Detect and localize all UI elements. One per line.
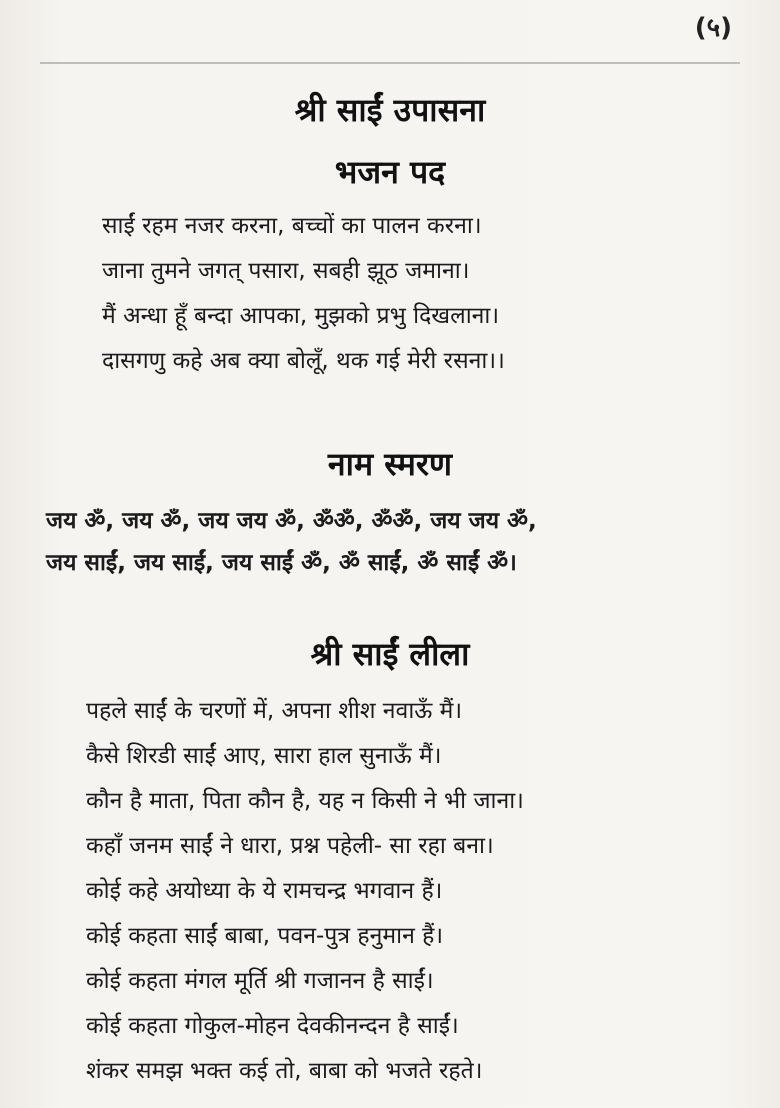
verse-line: साईं रहम नजर करना, बच्चों का पालन करना।: [102, 213, 482, 239]
page-number: (५): [694, 13, 732, 43]
verse-line: मैं अन्धा हूँ बन्दा आपका, मुझको प्रभु दिखलाना।: [102, 303, 500, 329]
main-title: श्री साईं उपासना: [294, 91, 486, 129]
verse-line: कैसे शिरडी साईं आए, सारा हाल सुनाऊँ मैं।: [86, 743, 442, 769]
verse-line: जय साईं, जय साईं, जय साईं ॐ, ॐ साईं, ॐ साईं ॐ।: [46, 550, 517, 576]
naam-smaran-title: नाम स्मरण: [327, 445, 453, 483]
verse-line: दासगणु कहे अब क्या बोलूँ, थक गई मेरी रसना।।: [102, 348, 505, 374]
sai-leela-title: श्री साईं लीला: [310, 635, 470, 673]
verse-line: कोई कहता गोकुल-मोहन देवकीनन्दन है साईं।: [86, 1013, 459, 1039]
verse-line: कोई कहे अयोध्या के ये रामचन्द्र भगवान हैं।: [86, 878, 443, 904]
verse-line: शंकर समझ भक्त कई तो, बाबा को भजते रहते।: [86, 1058, 483, 1084]
verse-line: कौन है माता, पिता कौन है, यह न किसी ने भी जाना।: [86, 788, 524, 814]
verse-line: कहाँ जनम साईं ने धारा, प्रश्न पहेली- सा रहा बना।: [86, 833, 494, 859]
verse-line: जय ॐ, जय ॐ, जय जय ॐ, ॐॐ, ॐॐ, जय जय ॐ,: [46, 508, 537, 534]
verse-line: कोई कहता साईं बाबा, पवन-पुत्र हनुमान हैं।: [86, 923, 444, 949]
verse-line: पहले साईं के चरणों में, अपना शीश नवाऊँ मैं।: [86, 698, 463, 724]
bhajan-title: भजन पद: [334, 153, 446, 191]
header-rule: [40, 62, 740, 64]
verse-line: जाना तुमने जगत् पसारा, सबही झूठ जमाना।: [102, 258, 470, 284]
verse-line: कोई कहता मंगल मूर्ति श्री गजानन है साईं।: [86, 968, 434, 994]
